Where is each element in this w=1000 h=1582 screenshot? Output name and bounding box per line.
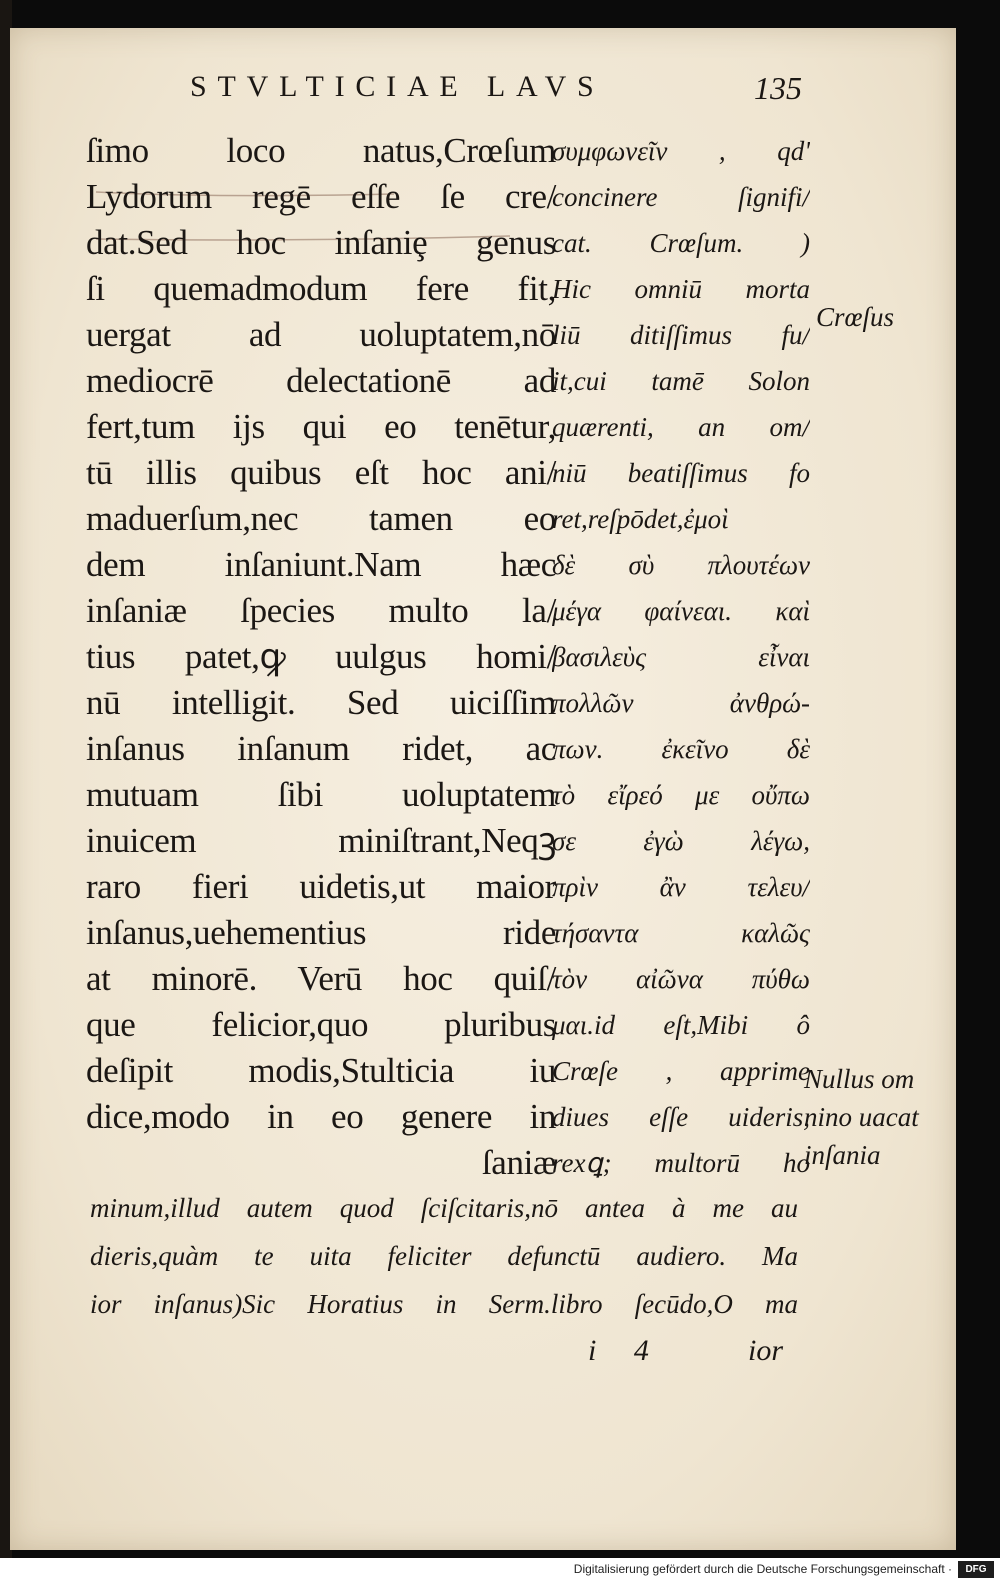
main-line: tū illis quibus eſt hoc ani/ [86, 453, 556, 492]
gloss-line: πων. ἐκεῖνο δὲ [552, 734, 810, 764]
gloss-line: σε ἐγὼ λέγω, [552, 826, 810, 856]
main-line: ſi quemadmodum fere fit, [86, 269, 556, 308]
gloss-line: cat. Crœſum. ) [552, 228, 810, 258]
main-line: mediocrē delectationē ad [86, 361, 556, 400]
gloss-line: concinere ſignifi/ [552, 182, 810, 212]
main-text-column [86, 128, 556, 1186]
gloss-line: Hic omniū morta [552, 274, 810, 304]
gloss-continuation [90, 1184, 798, 1328]
main-line: que felicior,quo pluribus [86, 1005, 556, 1044]
gloss-line: μαι.id eſt,Mibi ô [552, 1010, 810, 1040]
signature-mark: i 4 [588, 1334, 664, 1367]
book-page [10, 28, 956, 1550]
gloss-line: liū ditiſſimus fu/ [552, 320, 810, 350]
running-head-title: STVLTICIAE LAVS [190, 70, 605, 103]
gloss-line: it,cui tamē Solon [552, 366, 810, 396]
gloss-continuation-line: dieris,quàm te uita feliciter defunctū audiero. Ma [90, 1241, 798, 1271]
sidenote-nullus [804, 1060, 919, 1174]
main-line: dice,modo in eo genere in [86, 1097, 556, 1136]
running-head [10, 70, 956, 110]
gloss-column [552, 128, 810, 1186]
main-line: mutuam ſibi uoluptatem [86, 775, 556, 814]
gloss-line: quærenti, an om/ [552, 412, 810, 442]
gloss-line: τὸν αἰῶνα πύθω [552, 964, 810, 994]
gloss-line: τὸ εἴρεό με οὔπω [552, 780, 810, 810]
main-line: inuicem miniſtrant,Neqꝫ [86, 821, 556, 860]
main-line: deſipit modis,Stulticia iu [86, 1051, 556, 1090]
main-line: maduerſum,nec tamen eo [86, 499, 556, 538]
main-line: inſaniæ ſpecies multo la/ [86, 591, 556, 630]
sidenote-line: inſania [804, 1140, 881, 1170]
main-line: fert,tum ijs qui eo tenētur, [86, 407, 556, 446]
digitization-footer [0, 1558, 1000, 1582]
sidenote-line: Nullus om [804, 1064, 915, 1094]
main-line-last: ſaniæ [481, 1143, 556, 1182]
gloss-line: τήσαντα καλῶς [552, 918, 810, 948]
catchword: ior [748, 1334, 784, 1367]
main-line: inſanus,uehementius ride [86, 913, 556, 952]
main-line: Lydorum regē eſſe ſe cre/ [86, 177, 556, 216]
gloss-continuation-line: minum,illud autem quod ſciſcitaris,nō antea à me au [90, 1193, 798, 1223]
main-line: raro fieri uidetis,ut maior [86, 867, 556, 906]
gloss-line: Crœſe , apprime [552, 1056, 810, 1086]
main-line: nū intelligit. Sed uiciſſim [86, 683, 556, 722]
footer-credit: Digitalisierung gefördert durch die Deutsche Forschungsgemeinschaft · [573, 1562, 952, 1576]
page-number: 135 [754, 70, 802, 106]
dfg-logo: DFG [958, 1561, 994, 1578]
main-line: inſanus inſanum ridet, ac [86, 729, 556, 768]
gloss-line: μέγα φαίνεαι. καὶ [552, 596, 810, 626]
main-line: ſimo loco natus,Crœſum [86, 131, 556, 170]
main-line: dat.Sed hoc inſaniȩ genus [86, 223, 556, 262]
main-line: dem inſaniunt.Nam hæc [86, 545, 556, 584]
gloss-line: ret,reſpōdet,ἐμοὶ [552, 504, 729, 534]
sidenote-croesus: Crœſus [816, 302, 895, 332]
gloss-line: βασιλεὺς εἶναι [552, 642, 810, 672]
gloss-line: δὲ σὺ πλουτέων [552, 550, 810, 580]
main-line: uergat ad uoluptatem,nō [86, 315, 556, 354]
gloss-line: niū beatiſſimus fo [552, 458, 810, 488]
gloss-line: συμφωνεῖν , qd' [552, 136, 810, 166]
main-line: tius patet,ꝙ uulgus homi/ [86, 637, 556, 676]
gloss-continuation-line: ior inſanus)Sic Horatius in Serm.libro ſecūdo,O ma [90, 1289, 798, 1319]
gloss-line: πολλῶν ἀνθρώ- [552, 688, 810, 718]
main-line: at minorē. Verū hoc quiſ/ [86, 959, 556, 998]
gloss-line: rexꝗ; multorū ho [552, 1148, 810, 1178]
sidenote-line: nino uacat [804, 1102, 919, 1132]
gloss-line: πρὶν ἂν τελευ/ [552, 872, 810, 902]
gloss-line: diues eſſe uideris, [552, 1102, 810, 1132]
